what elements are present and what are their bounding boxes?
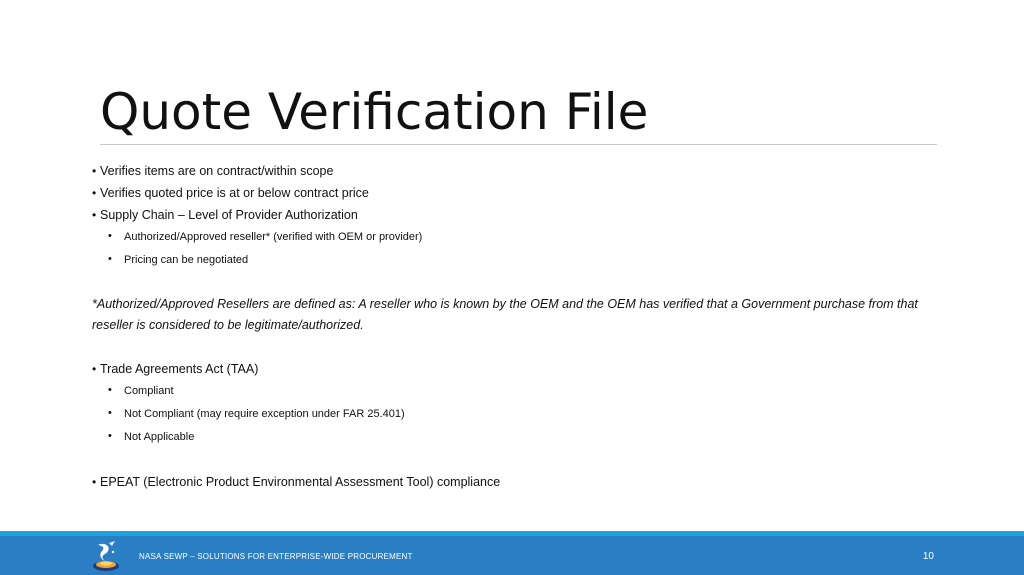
spacer bbox=[92, 272, 937, 294]
spacer bbox=[92, 449, 937, 471]
epeat-bullet: • EPEAT (Electronic Product Environmental Assessment Tool) compliance bbox=[92, 471, 937, 493]
spacer bbox=[92, 336, 937, 358]
note-line: reseller is considered to be legitimate/authorized. bbox=[92, 318, 364, 332]
note-line: *Authorized/Approved Resellers are defined as: A reseller who is known by the OEM and the OEM has verified that a Government purchase from that bbox=[92, 297, 918, 311]
footer-bar bbox=[0, 536, 1024, 575]
sub-bullet-item: • Authorized/Approved reseller* (verified with OEM or provider) bbox=[92, 226, 937, 249]
footer-org-name: NASA SEWP – SOLUTIONS FOR ENTERPRISE-WIDE PROCUREMENT bbox=[139, 552, 413, 561]
bullet-item: • Supply Chain – Level of Provider Authorization bbox=[92, 204, 937, 226]
bullet-item: • Verifies quoted price is at or below contract price bbox=[92, 182, 937, 204]
reseller-definition-note bbox=[92, 294, 937, 336]
sub-bullet-item: • Compliant bbox=[92, 380, 937, 403]
nasa-sewp-logo-icon bbox=[91, 539, 121, 572]
taa-heading: • Trade Agreements Act (TAA) bbox=[92, 358, 937, 380]
sub-bullet-item: • Not Compliant (may require exception under FAR 25.401) bbox=[92, 403, 937, 426]
title-divider bbox=[100, 144, 937, 145]
bullet-item: • Verifies items are on contract/within scope bbox=[92, 160, 937, 182]
page-number: 10 bbox=[922, 551, 934, 562]
sub-bullet-item: • Pricing can be negotiated bbox=[92, 249, 937, 272]
slide-body bbox=[92, 160, 937, 493]
sub-bullet-item: • Not Applicable bbox=[92, 426, 937, 449]
slide-title: Quote Verification File bbox=[100, 83, 649, 141]
